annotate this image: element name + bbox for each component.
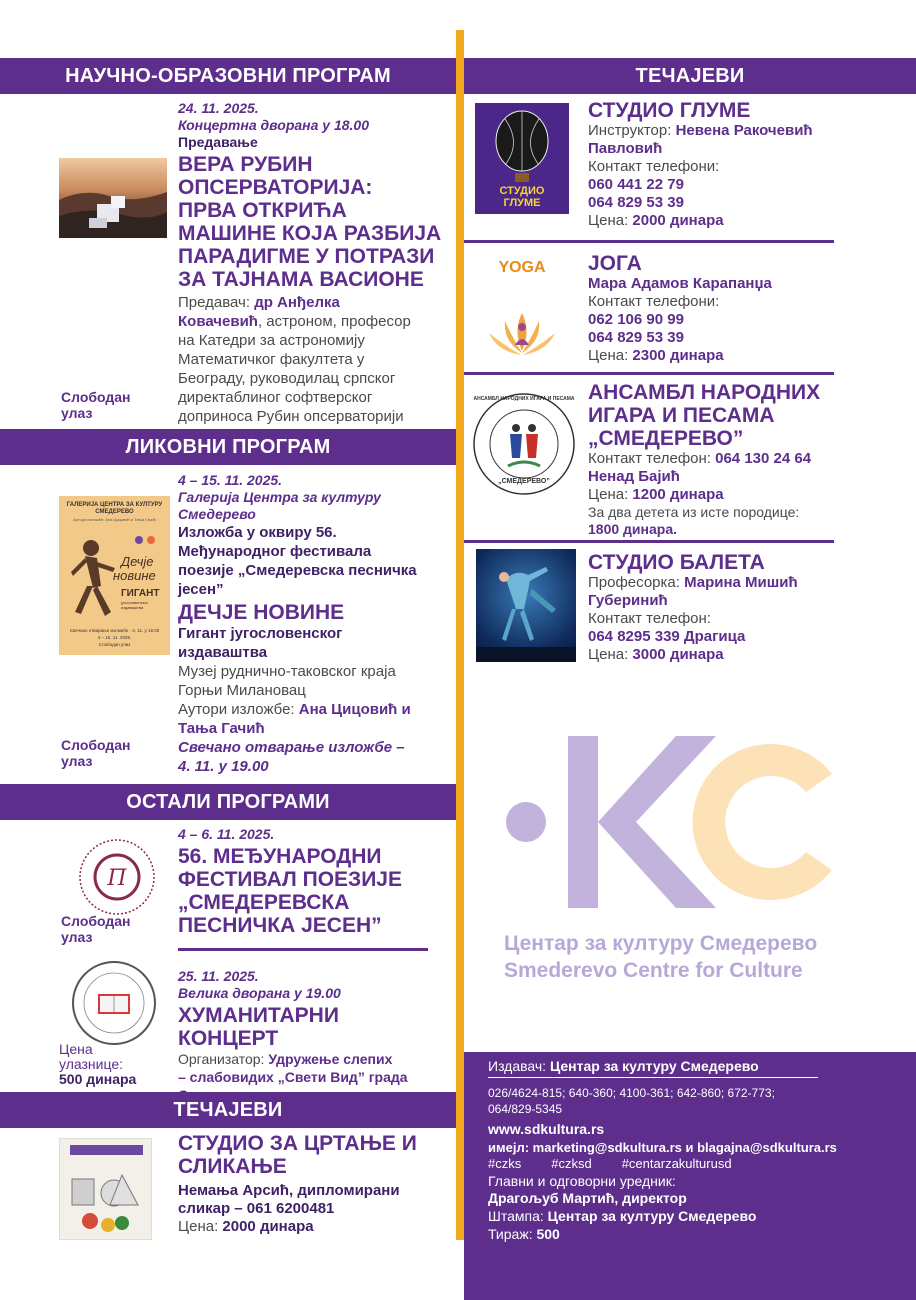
kc-logo-text: Центар за културу Смедерево Smederevo Centre for Culture	[504, 932, 818, 982]
art-authors: Аутори изложбе: Ана Цицовић и Тања Гачић	[178, 701, 411, 737]
drawing-studio-title: СТУДИО ЗА ЦРТАЊЕ И СЛИКАЊЕ	[178, 1132, 417, 1178]
ballet-price: Цена: 3000 динара	[588, 646, 724, 663]
drawing-studio-price: Цена: 2000 динара	[178, 1218, 314, 1235]
art-description: Изложба у оквиру 56. Међународног фестивала поезије „Смедеревска песничка јесен”	[178, 524, 417, 598]
drawing-still-life-icon	[60, 1139, 152, 1240]
section-header-other	[0, 784, 456, 820]
section-header-label: ТЕЧАЈЕВИ	[635, 64, 745, 87]
yoga-poster-text: YOGA	[498, 259, 546, 276]
drawing-studio-teacher: Немања Арсић, дипломирани сликар – 061 6200481	[178, 1182, 400, 1217]
art-poster: ГАЛЕРИЈА ЦЕНТРА ЗА КУЛТУРУ СМЕДЕРЕВО Аутори изложбе: Ана Цицовић и Тања Гачић Дечје новине ГИГАНТ југословенског издаваштва Свечано отварање изложбе - 4. 11. у 19.00 4 – 15. 11. 2025. Слободан улаз	[59, 496, 170, 655]
folk-price: Цена: 1200 динара	[588, 486, 724, 503]
ballet-dancers-icon	[476, 549, 576, 662]
art-museum: Музеј руднично-таковског краја Горњи Милановац	[178, 663, 396, 699]
science-date: 24. 11. 2025.	[178, 100, 259, 116]
science-free-entry: Слободан улаз	[61, 389, 131, 421]
concert-date: 25. 11. 2025.	[178, 968, 259, 984]
folk-ensemble-logo: АНСАМБЛ НАРОДНИХ ИГАРА И ПЕСАМА „СМЕДЕРЕВО”	[472, 392, 576, 496]
art-subtitle: Гигант југословенског издаваштва	[178, 625, 343, 661]
svet-vid-logo-icon	[68, 960, 160, 1046]
ballet-professor: Професорка: Марина Мишић	[588, 574, 798, 591]
yoga-contact-label: Контакт телефони:	[588, 293, 720, 310]
acting-phones: 060 441 22 79 064 829 53 39	[588, 176, 684, 211]
yoga-poster	[475, 255, 569, 366]
observatory-photo	[59, 158, 167, 238]
ballet-professor-surname: Губеринић	[588, 592, 668, 609]
art-venue: Галерија Центра за културу Смедерево	[178, 489, 381, 522]
section-header-art	[0, 429, 456, 465]
observatory-image	[59, 158, 167, 238]
folk-contact-person: Ненад Бајић	[588, 468, 680, 485]
kc-logo-icon	[500, 730, 840, 910]
concert-venue: Велика дворана у 19.00	[178, 985, 341, 1001]
footer-website[interactable]: www.sdkultura.rs	[488, 1121, 605, 1137]
section-header-courses-right	[464, 58, 916, 94]
poetry-festival-logo-icon	[78, 838, 156, 916]
svg-text:П: П	[107, 866, 127, 891]
footer-editor: Драгољуб Мартић, директор	[488, 1190, 687, 1206]
yoga-instructor: Мара Адамов Карапанџа	[588, 275, 772, 292]
yoga-phones: 062 106 90 99 064 829 53 39	[588, 311, 684, 346]
folk-sibling-label: За два детета из исте породице:	[588, 504, 800, 520]
separator	[464, 540, 834, 543]
section-header-courses-left	[0, 1092, 456, 1128]
folk-sibling-price: 1800 динара.	[588, 521, 677, 537]
drawing-studio-poster	[59, 1138, 152, 1240]
acting-poster	[475, 103, 569, 214]
festival-title: 56. МЕЂУНАРОДНИ ФЕСТИВАЛ ПОЕЗИЈЕ „СМЕДЕРЕВСКА ПЕСНИЧКА ЈЕСЕН”	[178, 845, 402, 937]
science-venue: Концертна дворана у 18.00	[178, 117, 370, 133]
separator	[464, 240, 834, 243]
folk-contact: Контакт телефон: 064 130 24 64	[588, 450, 812, 467]
acting-instructor: Инструктор: Невена Ракочевић	[588, 122, 813, 139]
acting-instructor-surname: Павловић	[588, 140, 663, 157]
imprint-footer	[464, 1052, 916, 1300]
science-title: ВЕРА РУБИН ОПСЕРВАТОРИЈА: ПРВА ОТКРИЋА МАШИНЕ КОЈА РАЗБИЈА ПАРАДИГМЕ У ПОТРАЗИ ЗА ТАЈНАМА ВАСИОНЕ	[178, 153, 442, 291]
art-opening: Свечано отварање изложбе – 4. 11. у 19.00	[178, 739, 405, 775]
acting-price: Цена: 2000 динара	[588, 212, 724, 229]
separator	[178, 948, 428, 951]
section-header-label: НАУЧНО-ОБРАЗОВНИ ПРОГРАМ	[65, 64, 391, 87]
footer-editor-label: Главни и одговорни уредник:	[488, 1173, 676, 1189]
orange-divider	[456, 30, 464, 1240]
lotus-meditation-icon	[475, 255, 569, 366]
science-type: Предавање	[178, 134, 258, 150]
section-header-label: ТЕЧАЈЕВИ	[173, 1098, 283, 1121]
acting-poster-text: СТУДИО ГЛУМЕ	[499, 185, 545, 209]
festival-date: 4 – 6. 11. 2025.	[178, 826, 275, 842]
ballet-contact-label: Контакт телефон:	[588, 610, 711, 627]
ballet-phone: 064 8295 339 Драгица	[588, 628, 746, 645]
folk-title: АНСАМБЛ НАРОДНИХ ИГАРА И ПЕСАМА „СМЕДЕРЕВО”	[588, 381, 821, 450]
art-date: 4 – 15. 11. 2025.	[178, 472, 283, 488]
footer-phones: 026/4624-815; 640-360; 4100-361; 642-860; 672-773;	[488, 1086, 775, 1100]
acting-contact-label: Контакт телефони:	[588, 158, 720, 175]
footer-print-run: Тираж: 500	[488, 1226, 560, 1242]
footer-email[interactable]: имејл: marketing@sdkultura.rs и blagajna@sdkultura.rs	[488, 1140, 837, 1155]
section-header-label: ОСТАЛИ ПРОГРАМИ	[126, 790, 330, 813]
section-header-label: ЛИКОВНИ ПРОГРАМ	[125, 435, 331, 458]
festival-free-entry: Слободан улаз	[61, 913, 131, 945]
art-title: ДЕЧЈЕ НОВИНЕ	[178, 601, 345, 624]
footer-divider	[488, 1077, 818, 1078]
footer-publisher: Издавач: Центар за културу Смедерево	[488, 1058, 759, 1074]
footer-print: Штампа: Центар за културу Смедерево	[488, 1208, 757, 1224]
section-header-science	[0, 58, 456, 94]
footer-phones-2: 064/829-5345	[488, 1102, 563, 1116]
footer-hashtags: #czks #czksd #centarzakulturusd	[488, 1156, 732, 1171]
acting-title: СТУДИО ГЛУМЕ	[588, 99, 751, 122]
art-free-entry: Слободан улаз	[61, 737, 131, 769]
concert-title: ХУМАНИТАРНИ КОНЦЕРТ	[178, 1004, 339, 1050]
yoga-price: Цена: 2300 динара	[588, 347, 724, 364]
separator	[464, 372, 834, 375]
ballet-photo	[476, 549, 576, 662]
concert-price: Цена улазнице: 500 динара	[59, 1041, 137, 1087]
science-lecturer: Предавач: др Анђелка Ковачевић, астроном, професор на Катедри за астрономију Математичког факултета у Београду, руководилац српског директаблиног софтверског доприноса Рубин опсерваторији	[178, 294, 411, 425]
yoga-title: ЈОГА	[588, 252, 642, 275]
ballet-title: СТУДИО БАЛЕТА	[588, 551, 765, 574]
concert-organizer: Организатор: Удружење слепих – слабовидих „Свети Вид” града	[178, 1051, 408, 1085]
